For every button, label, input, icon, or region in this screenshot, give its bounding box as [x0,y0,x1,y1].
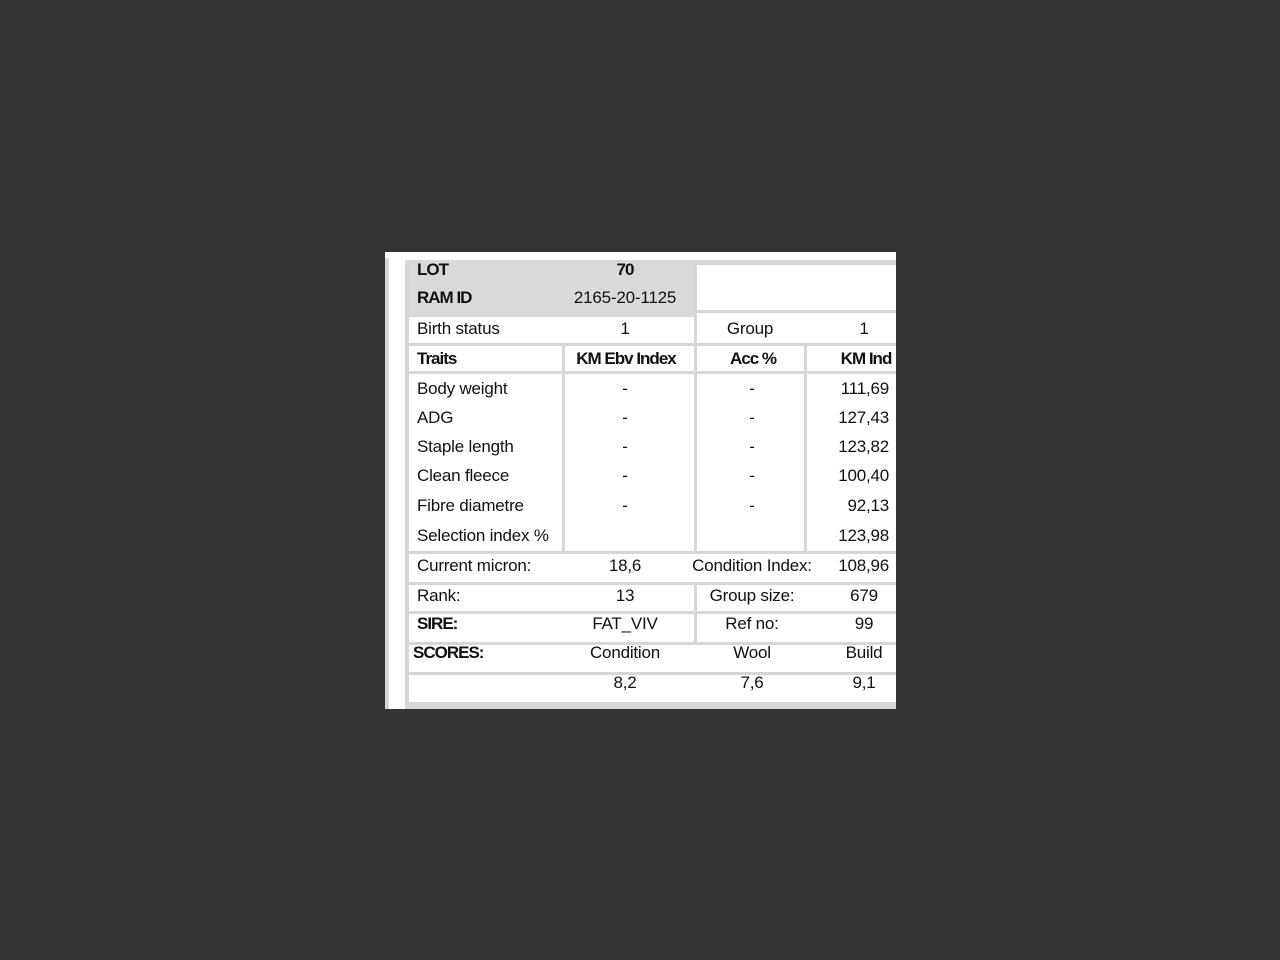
rule [409,672,896,675]
birth-status-value: 1 [620,319,630,338]
rule [409,551,896,554]
card-edge-left [385,258,389,709]
score-header-condition: Condition [589,643,661,662]
group-size-label: Group size: [709,586,795,605]
trait-acc: - [749,466,755,485]
score-value-condition: 8,2 [613,673,637,692]
ref-no-label: Ref no: [725,614,779,633]
rule [409,582,896,585]
ram-card [385,252,896,709]
rule [409,343,896,346]
trait-acc: - [749,496,755,515]
trait-name: Clean fleece [417,466,510,485]
trait-ind: 127,43 [838,408,889,427]
sire-label: SIRE: [417,614,458,633]
column-header-acc: Acc % [729,349,777,368]
rule [694,582,697,643]
trait-ebv: - [622,379,628,398]
rule [694,344,697,553]
trait-name: Selection index % [417,526,549,545]
trait-ind: 100,40 [838,466,889,485]
lot-label: LOT [417,260,448,279]
rule [562,344,565,553]
score-header-build: Build [845,643,883,662]
trait-ebv: - [622,408,628,427]
trait-name: Fibre diametre [417,496,524,515]
trait-name: Body weight [417,379,508,398]
trait-ind: 92,13 [847,496,889,515]
rule [804,344,807,553]
rule [409,371,896,374]
trait-ebv: - [622,437,628,456]
trait-acc: - [749,437,755,456]
ram-id-value: 2165-20-1125 [573,288,677,307]
sire-value: FAT_VIV [592,614,658,633]
trait-acc: - [749,379,755,398]
trait-ebv: - [622,466,628,485]
trait-ind: 123,82 [838,437,889,456]
trait-name: ADG [417,408,454,427]
score-value-build: 9,1 [852,673,876,692]
trait-name: Staple length [417,437,514,456]
group-value: 1 [859,319,869,338]
score-value-wool: 7,6 [740,673,764,692]
table-border-bottom [405,702,896,709]
score-header-wool: Wool [733,643,771,662]
group-size-value: 679 [850,586,878,605]
trait-acc: - [749,408,755,427]
condition-index-value: 108,96 [838,556,889,575]
birth-status-label: Birth status [417,319,500,338]
current-micron-value: 18,6 [608,556,642,575]
rule [697,310,896,313]
lot-value: 70 [616,260,634,279]
condition-index-label: Condition Index: [692,556,812,575]
column-header-km-ebv-index: KM Ebv Index [576,349,676,368]
column-header-traits: Traits [417,349,457,368]
column-header-km-ind: KM Ind [840,349,892,368]
trait-ind: 111,69 [840,379,889,398]
group-label: Group [726,319,774,338]
trait-ebv: - [622,496,628,515]
current-micron-label: Current micron: [417,556,532,575]
trait-ind: 123,98 [838,526,889,545]
rank-value: 13 [615,586,635,605]
ram-id-label: RAM ID [417,288,472,307]
scores-label: SCORES: [413,643,484,662]
ref-no-value: 99 [854,614,874,633]
rank-label: Rank: [417,586,461,605]
